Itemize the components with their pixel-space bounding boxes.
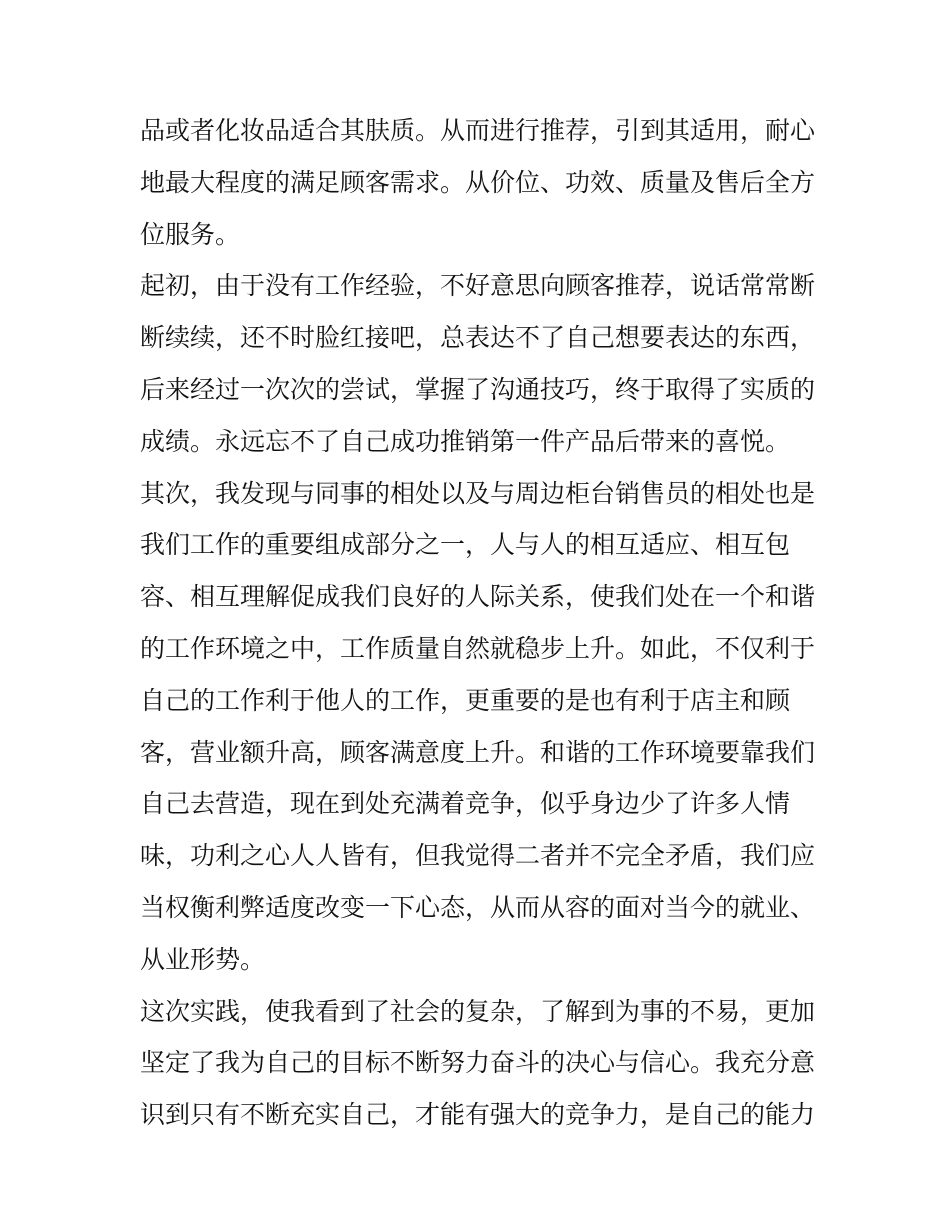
text-line: 这次实践，使我看到了社会的复杂，了解到为事的不易，更加 bbox=[140, 996, 816, 1026]
paragraph-initially bbox=[140, 260, 820, 467]
text-line: 识到只有不断充实自己，才能有强大的竞争力，是自己的能力 bbox=[140, 1100, 816, 1130]
paragraph-secondly bbox=[140, 468, 820, 986]
text-line: 客，营业额升高，顾客满意度上升。和谐的工作环境要靠我们 bbox=[140, 737, 816, 767]
text-line: 的工作环境之中，工作质量自然就稳步上升。如此，不仅利于 bbox=[140, 633, 816, 663]
text-line: 成绩。永远忘不了自己成功推销第一件产品后带来的喜悦。 bbox=[140, 426, 791, 456]
paragraph-recommendation bbox=[140, 105, 820, 260]
text-line: 断续续，还不时脸红接吧，总表达不了自己想要表达的东西， bbox=[140, 323, 816, 353]
text-line: 从业形势。 bbox=[140, 944, 266, 974]
text-line: 我们工作的重要组成部分之一，人与人的相互适应、相互包 bbox=[140, 530, 791, 560]
text-line: 起初，由于没有工作经验，不好意思向顾客推荐，说话常常断 bbox=[140, 271, 816, 301]
text-line: 自己的工作利于他人的工作，更重要的是也有利于店主和顾 bbox=[140, 685, 791, 715]
text-line: 自己去营造，现在到处充满着竞争，似乎身边少了许多人情 bbox=[140, 789, 791, 819]
text-line: 容、相互理解促成我们良好的人际关系，使我们处在一个和谐 bbox=[140, 582, 816, 612]
text-line: 坚定了我为自己的目标不断努力奋斗的决心与信心。我充分意 bbox=[140, 1048, 816, 1078]
body-text bbox=[140, 105, 820, 1141]
paragraph-this-practice bbox=[140, 986, 820, 1141]
text-line: 品或者化妆品适合其肤质。从而进行推荐，引到其适用，耐心 bbox=[140, 116, 816, 145]
text-line: 后来经过一次次的尝试，掌握了沟通技巧，终于取得了实质的 bbox=[140, 374, 816, 404]
text-line: 味，功利之心人人皆有，但我觉得二者并不完全矛盾，我们应 bbox=[140, 841, 816, 871]
text-line: 当权衡利弊适度改变一下心态，从而从容的面对当今的就业、 bbox=[140, 892, 816, 922]
text-line: 其次，我发现与同事的相处以及与周边柜台销售员的相处也是 bbox=[140, 478, 816, 508]
text-line: 地最大程度的满足顾客需求。从价位、功效、质量及售后全方 bbox=[140, 167, 816, 197]
text-line: 位服务。 bbox=[140, 219, 241, 249]
